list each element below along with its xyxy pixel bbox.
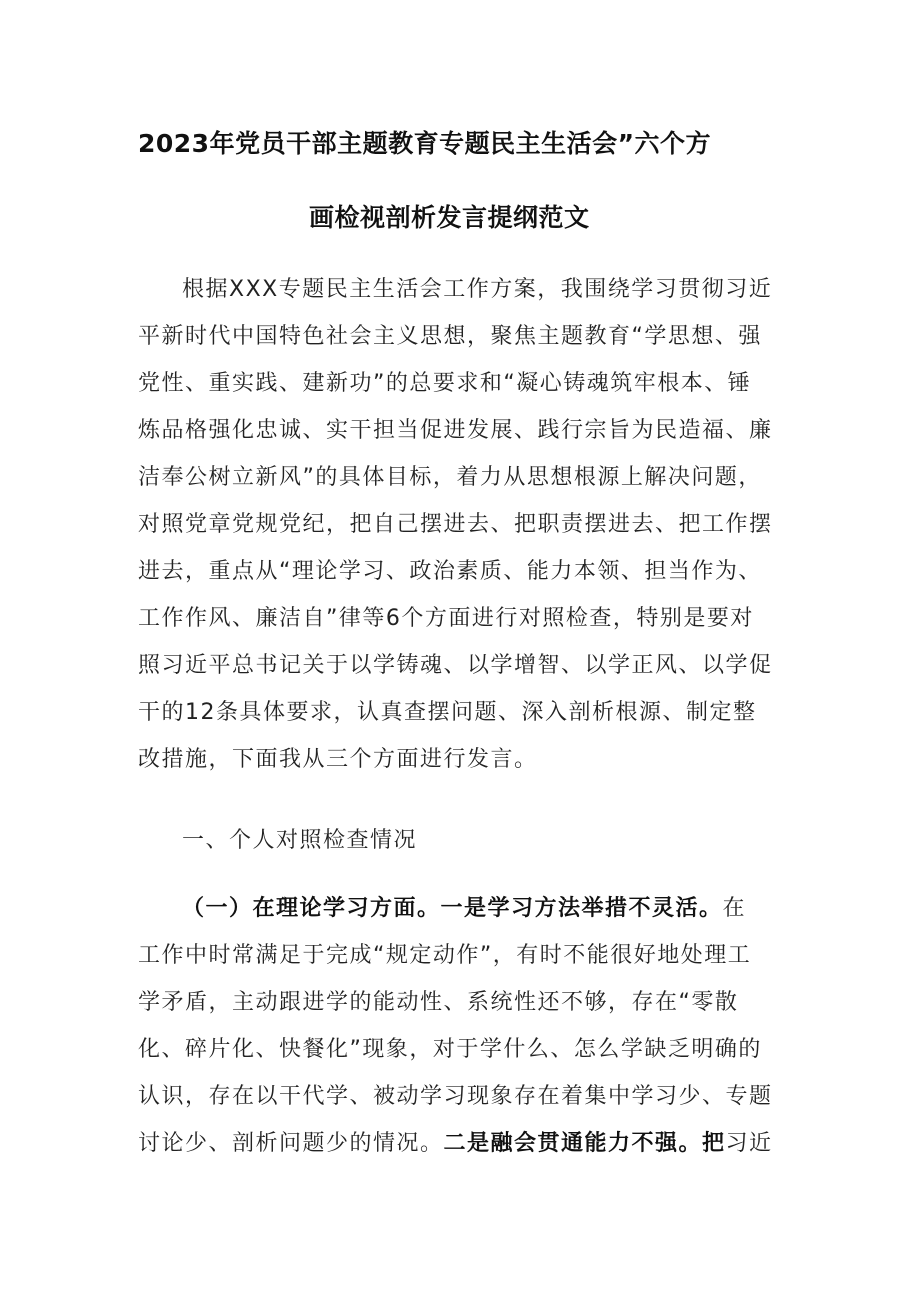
- subsection-line: 学矛盾，主动跟进学的能动性、系统性还不够，存在“零散: [138, 990, 739, 1015]
- subsection-line-tail: 在: [722, 896, 747, 921]
- intro-line: 工作作风、廉洁自”律等6个方面进行对照检查，特别是要对: [138, 606, 754, 631]
- subsection-heading-bold: （一）在理论学习方面。一是学习方法举措不灵活。: [182, 896, 723, 921]
- intro-line: 改措施，下面我从三个方面进行发言。: [138, 747, 538, 772]
- intro-line: 平新时代中国特色社会主义思想，聚焦主题教育“学思想、强: [138, 324, 762, 349]
- intro-line: 党性、重实践、建新功”的总要求和“凝心铸魂筑牢根本、锤: [138, 371, 752, 396]
- intro-line: 炼品格强化忠诚、实干担当促进发展、践行宗旨为民造福、廉: [138, 418, 773, 443]
- intro-line: 进去，重点从“理论学习、政治素质、能力本领、担当作为、: [138, 559, 762, 584]
- document-title-line-1: 2023年党员干部主题教育专题民主生活会”六个方: [138, 129, 712, 158]
- section-heading: 一、个人对照检查情况: [182, 828, 418, 853]
- intro-line: 根据XXX专题民主生活会工作方案，我围绕学习贯彻习近: [182, 277, 773, 302]
- subsection-line: 工作中时常满足于完成“规定动作”，有时不能很好地处理工: [138, 943, 752, 968]
- intro-line: 对照党章党规党纪，把自己摆进去、把职责摆进去、把工作摆: [138, 512, 773, 537]
- subsection-line: [182, 894, 746, 924]
- subsection-line: 化、碎片化、快餐化”现象，对于学什么、怎么学缺乏明确的: [138, 1037, 762, 1062]
- subsection-last-tail: 习近: [725, 1131, 773, 1156]
- subsection-line: [138, 1129, 773, 1159]
- intro-line: 干的12条具体要求，认真查摆问题、深入剖析根源、制定整: [138, 700, 757, 725]
- intro-line: 洁奉公树立新风”的具体目标，着力从思想根源上解决问题，: [138, 465, 762, 490]
- document-title-line-2: 画检视剖析发言提纲范文: [309, 203, 590, 232]
- subsection-line: 认识，存在以干代学、被动学习现象存在着集中学习少、专题: [138, 1084, 773, 1109]
- intro-line: 照习近平总书记关于以学铸魂、以学增智、以学正风、以学促: [138, 653, 773, 678]
- subsection-last-start: 讨论少、剖析问题少的情况。: [138, 1131, 444, 1156]
- subsection-point-bold: 二是融会贯通能力不强。把: [443, 1131, 726, 1156]
